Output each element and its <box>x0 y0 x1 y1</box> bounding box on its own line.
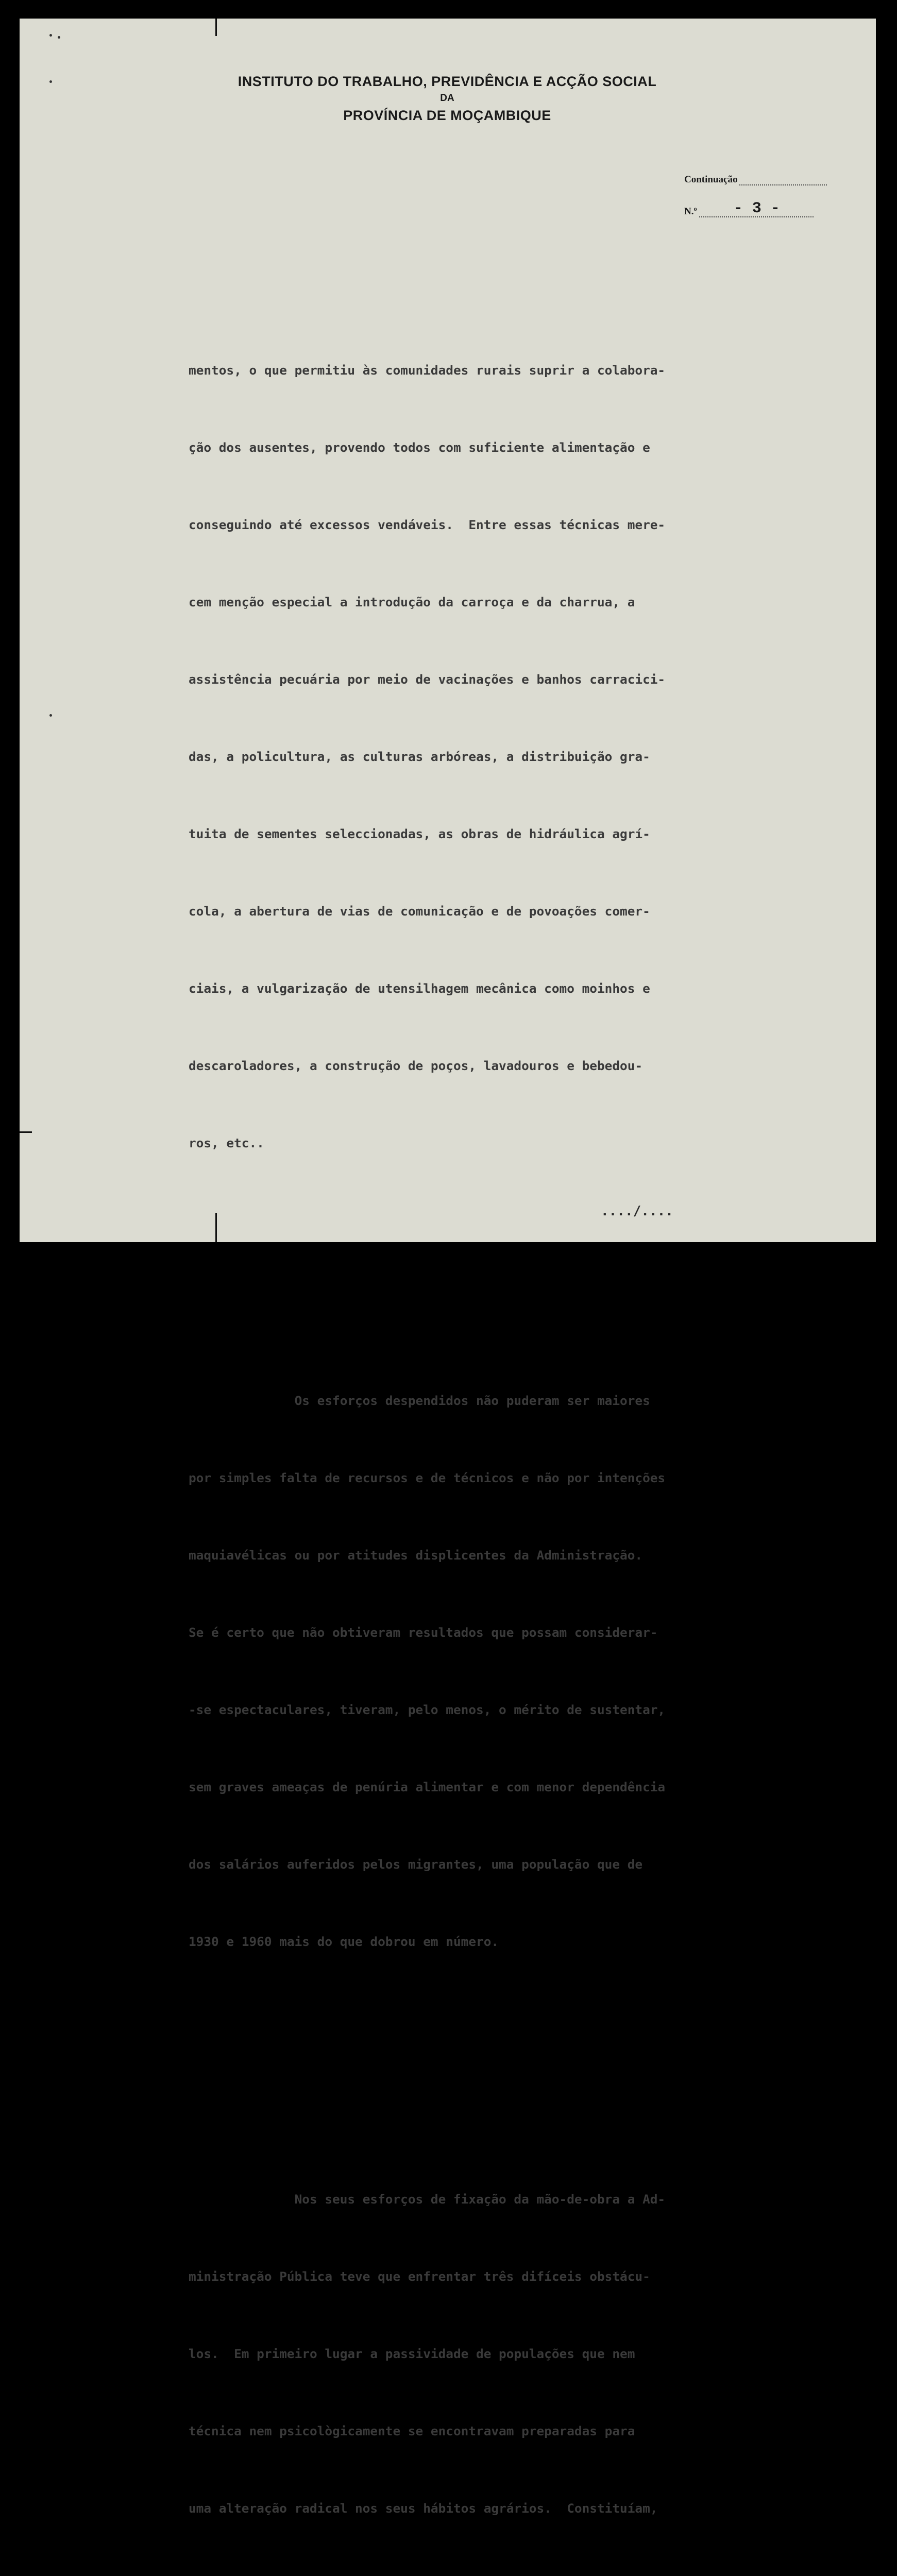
text-line: descaroladores, a construção de poços, lavadouros e bebedou- <box>189 1058 643 1073</box>
text-line: mentos, o que permitiu às comunidades rurais suprir a colabora- <box>189 363 666 378</box>
text-line: maquiavélicas ou por atitudes displicentes da Administração. <box>189 1548 643 1563</box>
text-line: cola, a abertura de vias de comunicação e de povoações comer- <box>189 904 650 919</box>
continued-mark: ..../.... <box>601 1204 673 1219</box>
text-line: tuita de sementes seleccionadas, as obras de hidráulica agrí- <box>189 826 650 841</box>
text-line: sem graves ameaças de penúria alimentar e com menor dependência <box>189 1780 666 1794</box>
continuation-field <box>684 174 827 185</box>
text-line: por simples falta de recursos e de técnicos e não por intenções <box>189 1470 666 1485</box>
text-line: cem menção especial a introdução da carroça e da charrua, a <box>189 595 635 609</box>
continuation-label: Continuação <box>684 174 738 185</box>
text-line: uma alteração radical nos seus hábitos agrários. Constituíam, <box>189 2501 658 2516</box>
text-line: 1930 e 1960 mais do que dobrou em número. <box>189 1934 499 1949</box>
document-page <box>20 19 876 2516</box>
paragraph-spacer <box>189 1259 874 1285</box>
page-number-value: - 3 - <box>699 202 814 217</box>
institution-name: INSTITUTO DO TRABALHO, PREVIDÊNCIA E ACÇÃO SOCIAL <box>238 74 657 89</box>
page-number-label: N.º <box>684 206 697 217</box>
text-line: Os esforços despendidos não puderam ser maiores <box>189 1393 650 1408</box>
text-line: -se espectaculares, tiveram, pelo menos, o mérito de sustentar, <box>189 1702 666 1717</box>
paragraph-spacer <box>189 2058 874 2083</box>
letterhead <box>123 72 772 125</box>
text-line: ção dos ausentes, provendo todos com suficiente alimentação e <box>189 440 650 455</box>
scan-speck <box>49 714 52 717</box>
text-line: ros, etc.. <box>189 1136 264 1150</box>
typewritten-body <box>189 255 874 2576</box>
scan-speck <box>58 36 60 39</box>
scan-speck <box>49 34 52 37</box>
text-line: conseguindo até excessos vendáveis. Entre essas técnicas mere- <box>189 517 666 532</box>
paragraph-1 <box>189 306 874 1208</box>
province-name: PROVÍNCIA DE MOÇAMBIQUE <box>343 108 551 123</box>
text-line: das, a policultura, as culturas arbóreas, a distribuição gra- <box>189 749 650 764</box>
scan-speck <box>49 80 52 83</box>
text-line: técnica nem psicològicamente se encontravam preparadas para <box>189 2424 635 2438</box>
text-line: Nos seus esforços de fixação da mão-de-obra a Ad- <box>189 2192 666 2207</box>
scan-edge-mark <box>20 1131 32 1133</box>
paragraph-3 <box>189 2135 874 2576</box>
institution-connector: DA <box>440 93 454 104</box>
text-line <box>189 2573 874 2576</box>
text-line: ministração Pública teve que enfrentar três difíceis obstácu- <box>189 2269 650 2284</box>
text-line: dos salários auferidos pelos migrantes, uma população que de <box>189 1857 643 1872</box>
scan-edge-mark <box>215 19 217 36</box>
continuation-blank <box>739 175 827 185</box>
text-line: Se é certo que não obtiveram resultados que possam considerar- <box>189 1625 658 1640</box>
text-line: assistência pecuária por meio de vacinações e banhos carracici- <box>189 672 666 687</box>
paragraph-2 <box>189 1336 874 2006</box>
text-line: los. Em primeiro lugar a passividade de populações que nem <box>189 2346 635 2361</box>
text-line: ciais, a vulgarização de utensilhagem mecânica como moinhos e <box>189 981 650 996</box>
page-number-field <box>684 202 814 217</box>
